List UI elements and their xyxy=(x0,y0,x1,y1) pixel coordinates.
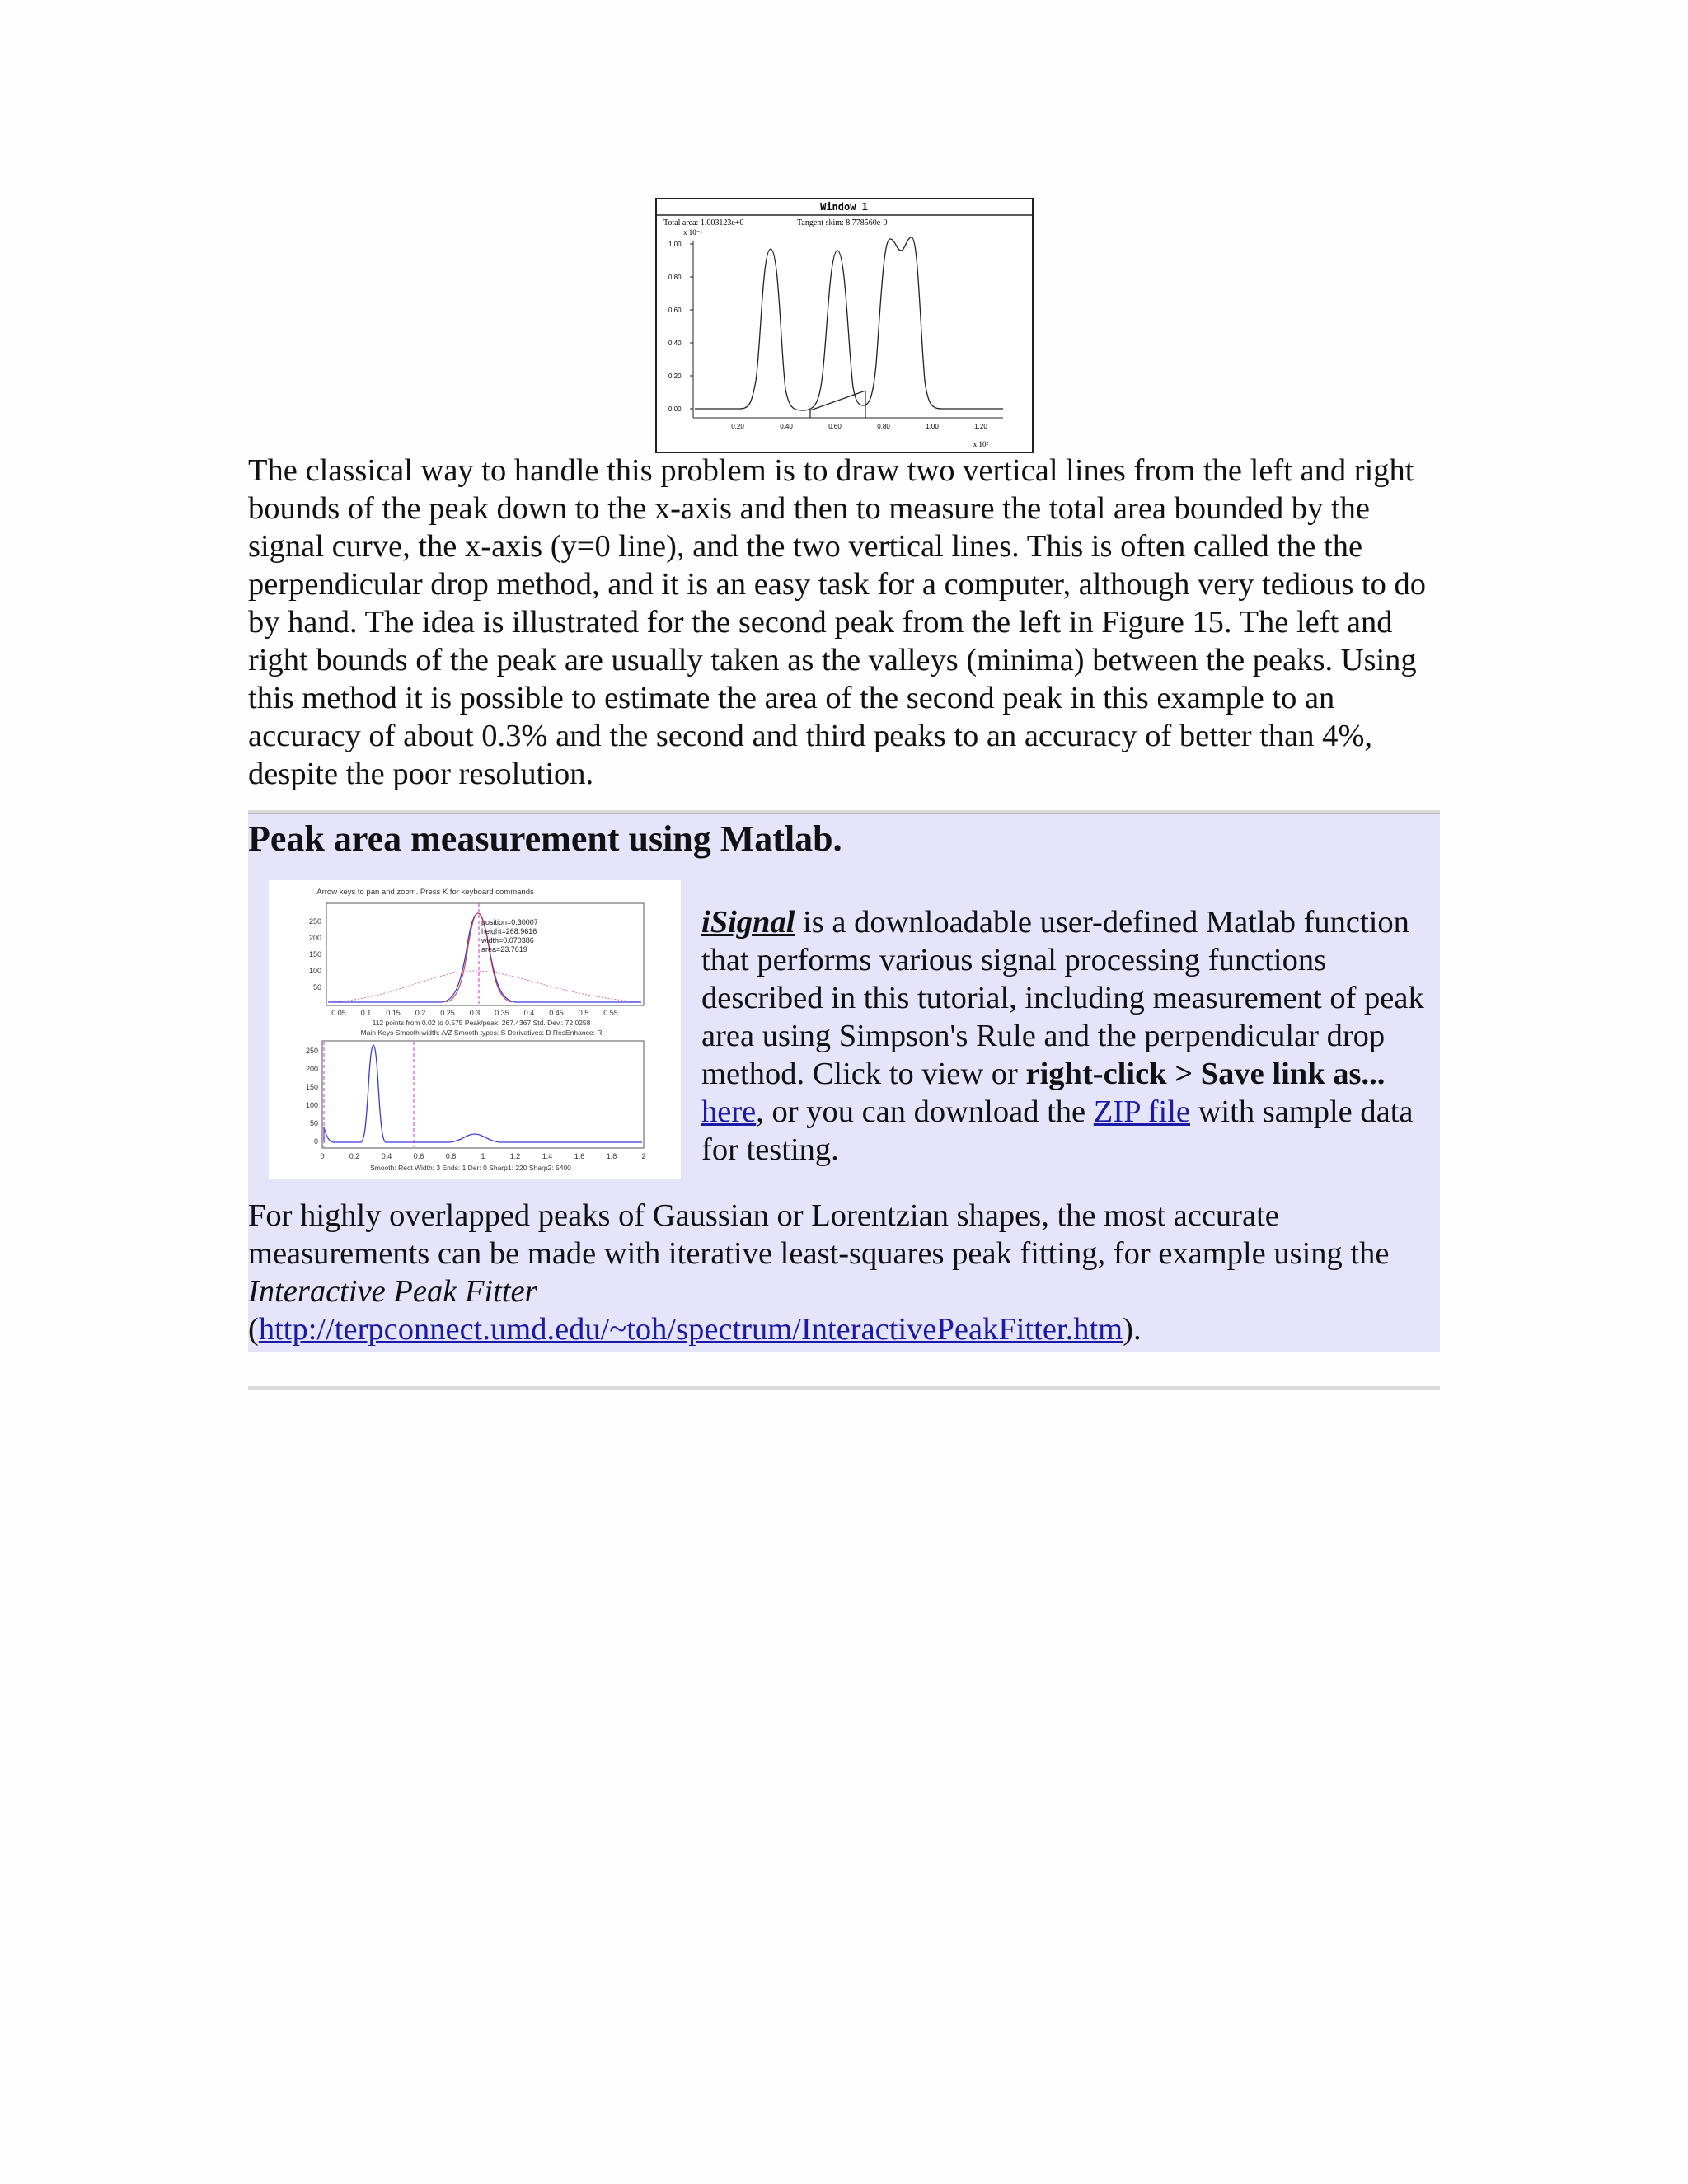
y-tick: 1.00 xyxy=(668,241,682,248)
y-tick: 0.60 xyxy=(668,307,682,314)
description-text: , or you can download the xyxy=(756,1094,1094,1129)
y-tick: 250 xyxy=(308,917,321,926)
y-tick: 0.20 xyxy=(668,373,682,380)
total-area-label: Total area: 1.003123e+0 xyxy=(663,218,744,227)
x-tick: 0.4 xyxy=(381,1152,392,1160)
y-tick: 200 xyxy=(308,934,321,942)
x-tick: 0.6 xyxy=(413,1152,424,1160)
x-tick: 0.60 xyxy=(828,423,842,430)
section-title: Peak area measurement using Matlab. xyxy=(248,818,842,859)
top-x-ticks xyxy=(331,1009,618,1017)
plot-footer: Smooth: Rect Width: 3 Ends: 1 Der: 0 Sharp1: 220 Sharp2: 5400 xyxy=(370,1164,571,1172)
peak-fitting-paragraph xyxy=(248,1197,1440,1348)
tangent-skim-label: Tangent skim: 8.778560e-0 xyxy=(797,218,888,227)
x-tick: 0.25 xyxy=(440,1009,455,1017)
x-tick: 0.15 xyxy=(386,1009,401,1017)
paragraph-text: ). xyxy=(1123,1312,1142,1347)
peak-window-figure xyxy=(655,198,1034,453)
y-tick: 250 xyxy=(305,1047,318,1055)
x-tick: 2 xyxy=(641,1152,646,1160)
paragraph-text: For highly overlapped peaks of Gaussian or Lorentzian shapes, the most accurate measurements can be made with iterative least-squares peak fitting, for example using the xyxy=(248,1198,1390,1271)
y-tick: 100 xyxy=(308,967,321,975)
x-tick: 0.2 xyxy=(415,1009,426,1017)
x-tick: 1.6 xyxy=(574,1152,585,1160)
top-y-ticks xyxy=(309,917,321,991)
x-tick: 1.4 xyxy=(542,1152,553,1160)
peak-fitter-url-link[interactable]: http://terpconnect.umd.edu/~toh/spectrum/InteractivePeakFitter.htm xyxy=(258,1312,1123,1347)
x-tick: 0.45 xyxy=(549,1009,564,1017)
zip-file-link[interactable]: ZIP file xyxy=(1093,1094,1190,1129)
y-tick: 150 xyxy=(308,950,321,958)
window-title: Window 1 xyxy=(820,201,868,213)
description-text: with sample data for testing. xyxy=(701,1094,1414,1167)
x-axis-ticks xyxy=(731,423,987,430)
x-tick: 1.00 xyxy=(926,423,939,430)
x-tick: 0.1 xyxy=(360,1009,372,1017)
y-tick: 100 xyxy=(305,1101,318,1109)
info-line-2: Main Keys Smooth width: A/Z Smooth types: S Derivatives: D ResEnhance: R xyxy=(360,1029,603,1037)
x-tick: 1.2 xyxy=(509,1152,521,1160)
plot-header: Arrow keys to pan and zoom. Press K for keyboard commands xyxy=(316,888,534,897)
x-tick: 0.35 xyxy=(495,1009,509,1017)
y-tick: 150 xyxy=(305,1083,318,1091)
x-tick: 1.20 xyxy=(974,423,987,430)
y-tick: 0 xyxy=(313,1137,318,1146)
bottom-y-ticks xyxy=(306,1047,318,1146)
x-tick: 0 xyxy=(320,1152,325,1160)
x-tick: 1 xyxy=(481,1152,485,1160)
x-tick: 0.55 xyxy=(603,1009,618,1017)
peak-fitter-name: Interactive Peak Fitter xyxy=(248,1274,537,1309)
paragraph-text: ( xyxy=(248,1312,259,1347)
y-tick: 0.00 xyxy=(668,405,682,413)
x-tick: 0.2 xyxy=(349,1152,360,1160)
x-tick: 0.3 xyxy=(469,1009,481,1017)
y-axis-ticks xyxy=(668,241,682,413)
y-tick: 0.80 xyxy=(668,274,682,281)
signal-curve xyxy=(695,237,1003,410)
annotation: height=268.9616 xyxy=(481,927,537,935)
isignal-description xyxy=(701,903,1451,1169)
matlab-section xyxy=(248,814,1440,1352)
annotation: width=0.070386 xyxy=(481,936,534,944)
annotation: position=0.30007 xyxy=(481,918,538,926)
description-text: is a downloadable user-defined Matlab function that performs various signal processing functions described in this tutorial, including measurement of peak area using Simpson's Rule and the perpendicular drop method. Click to view or xyxy=(701,905,1424,1091)
save-link-instruction: right-click > Save link as... xyxy=(1025,1057,1386,1091)
y-tick: 200 xyxy=(305,1065,318,1073)
y-tick: 50 xyxy=(312,983,321,991)
y-tick: 0.40 xyxy=(668,340,682,347)
x-tick: 0.5 xyxy=(578,1009,589,1017)
y-exponent: x 10⁻¹ xyxy=(683,228,703,237)
annotation: area=23.7619 xyxy=(481,945,528,954)
isignal-screenshot xyxy=(269,880,681,1179)
x-tick: 0.05 xyxy=(331,1009,346,1017)
y-tick: 50 xyxy=(309,1119,318,1127)
x-tick: 0.40 xyxy=(780,423,793,430)
isignal-link[interactable]: iSignal xyxy=(701,905,795,940)
here-link[interactable]: here xyxy=(701,1094,757,1129)
x-tick: 1.8 xyxy=(606,1152,617,1160)
x-tick: 0.8 xyxy=(445,1152,457,1160)
x-tick: 0.4 xyxy=(523,1009,535,1017)
x-exponent: x 10² xyxy=(973,440,989,448)
x-tick: 0.80 xyxy=(877,423,890,430)
x-tick: 0.20 xyxy=(731,423,744,430)
info-line-1: 112 points from 0.02 to 0.575 Peak/peak: 267.4367 Std. Dev.: 72.0258 xyxy=(372,1019,591,1027)
perpendicular-drop-paragraph: The classical way to handle this problem is to draw two vertical lines from the left and right bounds of the peak down to the x-axis and then to measure the total area bounded by the signal curve, the x-axis (y=0 line), and the two vertical lines. This is often called the the perpendicular drop method, and it is an easy task for a computer, although very tedious to do by hand. The idea is illustrated for the second peak from the left in Figure 15. The left and right bounds of the peak are usually taken as the valleys (minima) between the peaks. Using this method it is possible to estimate the area of the second peak in this example to an accuracy of about 0.3% and the second and third peaks to an accuracy of better than 4%, despite the poor resolution. xyxy=(248,453,1426,791)
section-divider-bottom xyxy=(248,1386,1440,1390)
bottom-x-ticks xyxy=(320,1152,645,1160)
